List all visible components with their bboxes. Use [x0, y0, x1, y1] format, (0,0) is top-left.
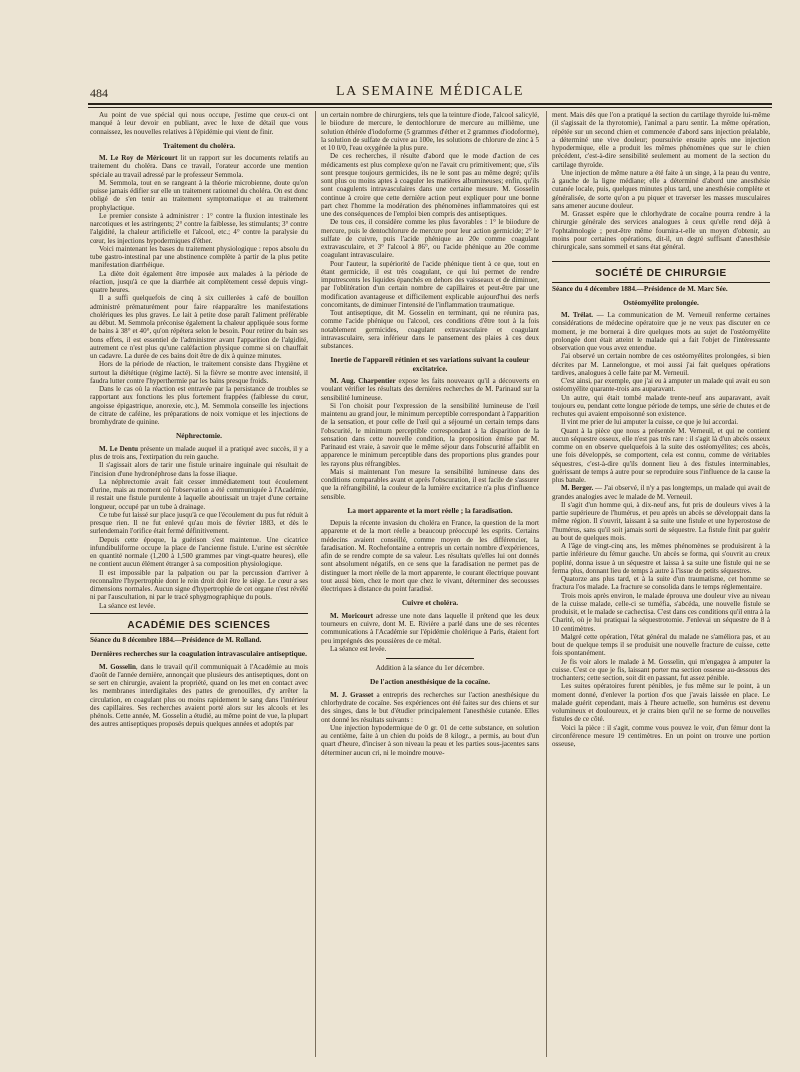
column-divider [315, 111, 316, 1057]
paragraph: Mais si maintenant l'on mesure la sensibilité lumineuse dans des conditions comparables avant et après l'obscuration, il est facile de s'assurer que la réfrangibilité, la couleur de la lumière excitatrice n'a plus d'influence sensible. [321, 467, 539, 501]
paragraph: Depuis la récente invasion du choléra en France, la question de la mort apparente et de la mort réelle a beaucoup préoccupé les esprits. Certains médecins avaient conseillé, comme moyen de les différencier, la faradisation. M. Rochefontaine a entrepris un certain nombre d'expériences, afin de se rendre compte de sa valeur. Les résultats qu'elles lui ont donnés sont absolument négatifs, en ce sens que la faradisation ne permet pas de distinguer la mort réelle de la mort apparente, le courant électrique pouvant tout aussi bien, chez le mort que chez le vivant, déterminer des secousses électriques à distance du point faradisé. [321, 519, 539, 594]
paragraph [321, 691, 539, 724]
article-heading: Cuivre et choléra. [401, 598, 459, 608]
column-middle [321, 111, 539, 1059]
paragraph [90, 154, 308, 179]
paragraph [321, 612, 539, 645]
paragraph: Il s'agit d'un homme qui, à dix-neuf ans, fut pris de douleurs vives à la partie supérieure de l'humérus, et peu après un abcès se développait dans la même région. Il s'ouvrit, laissant à sa suite une fistule et une hyperostose de l'humérus, sans qu'il soit jamais sorti de séquestre. La fistule finit par guérir au bout de quelques mois. [552, 500, 770, 542]
paragraph: Voici la pièce : il s'agit, comme vous pouvez le voir, d'un fémur dont la circonférence mesure 19 centimètres. En un point on trouve une portion osseuse, [552, 723, 770, 749]
paragraph: Les suites opératoires furent pénibles, je fus même sur le point, à un moment donné, d'enlever la portion d'os que j'avais laissée en place. Le malade guérit cependant, mais à l'heure actuelle, son humérus est devenu volumineux et douloureux, et je crains bien qu'il ne se forme de nouvelles fistules de ce côté. [552, 682, 770, 724]
section-rule [90, 613, 308, 614]
paragraph: Voici maintenant les bases du traitement physiologique : repos absolu du tube gastro-intestinal par une abstinence complète à partir de la plus petite manifestation diarrhéique. [90, 244, 308, 270]
section-rule [90, 633, 308, 634]
section-rule [552, 261, 770, 262]
speaker-name: M. J. Grasset [330, 690, 374, 699]
article-heading: Dernières recherches sur la coagulation intravasculaire antiseptique. [91, 649, 307, 659]
speaker-name: M. Trélat. [561, 311, 594, 320]
addition-line: Addition à la séance du 1er décembre. [375, 664, 485, 673]
paragraph: Si l'on choisit pour l'expression de la sensibilité lumineuse de l'œil maintenu au grand jour, le minimum perceptible correspondant à l'apparition de la sensation, et pour celle de l'œil qui a séjourné un certain temps dans l'obscurité, le minimum perceptible correspondant à la disparition de la sensation dans cette nouvelle condition, la proposition émise par M. Parinaud est vraie, à savoir que le même séjour dans l'obscurité affaiblit en apparence le minimum perceptible dans des proportions plus grandes pour les rayons plus réfrangibles. [321, 401, 539, 468]
paragraph: Il s'agissait alors de tarir une fistule urinaire inguinale qui résultait de l'incision d'une hydronéphrose dans la fosse iliaque. [90, 461, 308, 478]
paragraph-text: — La communication de M. Verneuil renferme certaines considérations de médecine opératoire que je ne veux pas discuter en ce moment, je me bornerai à dire quelques mots au sujet de l'ostéomyélite prolongée dont était atteint le malade qui a fait l'objet de l'intéressante observation que vous avez entendue. [552, 311, 770, 353]
section-rule [552, 282, 770, 283]
article-heading: Ostéomyélite prolongée. [623, 297, 699, 307]
paragraph: De ces recherches, il résulte d'abord que le mode d'action de ces médicaments est plus complexe qu'on ne l'avait cru primitivement; que, s'ils sont presque toujours germicides, ils ne le sont pas au même degré; qu'ils sont plus ou moins aptes à coaguler les matières albumineuses; enfin, qu'ils sont coagulents intravasculaires dans une certaine mesure. M. Gosselin continue à croire que cette dernière action peut expliquer pour une bonne part chez l'homme la modération des phénomènes inflammatoires qui est une des conséquences de l'emploi bien compris des antiseptiques. [321, 152, 539, 218]
paragraph: Malgré cette opération, l'état général du malade ne s'améliora pas, et au bout de quelque temps il se produisit une nouvelle fracture de cuisse, cette fois spontanément. [552, 632, 770, 658]
paragraph: Le premier consiste à administrer : 1° contre la fluxion intestinale les narcotiques et les astringents; 2° contre la faiblesse, les stimulants; 3° contre l'algidité, la chaleur artificielle et l'alcool, etc.; 4° contre la paralysie du cœur, les injections hypodermiques d'éther. [90, 211, 308, 245]
paragraph: La séance est levée. [99, 601, 156, 610]
paragraph [552, 484, 770, 501]
section-title: ACADÉMIE DES SCIENCES [127, 619, 271, 631]
paragraph: A l'âge de vingt-cinq ans, les mêmes phénomènes se produisirent à la partie inférieure du fémur gauche. Un abcès se forma, qui s'ouvrit au creux poplité, donna issue à un séquestre et laissa à sa suite une fistule qui ne se ferma plus, donnant lieu de temps à autre à l'issue de petits séquestres. [552, 542, 770, 575]
paragraph: La séance est levée. [330, 644, 387, 653]
session-line: Séance du 4 décembre 1884.—Présidence de M. Marc Sée. [552, 284, 728, 293]
paragraph: M. Semmola, tout en se rangeant à la théorie microbienne, doute qu'on puisse jamais édifier sur elle un traitement rationnel du choléra. On est donc obligé de s'en tenir au traitement symptomatique et au traitement prophylactique. [90, 178, 308, 212]
paragraph: M. Grasset espère que le chlorhydrate de cocaïne pourra rendre à la chirurgie générale des services analogues à ceux qu'elle rend déjà à l'ophtalmologie ; peut-être même fournira-t-elle un moyen d'obtenir, au moins pour certaines opérations, dit-il, un degré suffisant d'anesthésie chirurgicale, sans sommeil et sans état général. [552, 210, 770, 251]
speaker-name: M. Le Roy de Méricourt [99, 154, 178, 163]
paragraph: Trois mois après environ, le malade éprouva une douleur vive au niveau de la cuisse malade, celle-ci se tuméfia, s'abcéda, une nouvelle fistule se produisit, et le malade se cachectisa. C'est dans ces conditions qu'il entra à la Charité, où je lui pratiquai la séquestrotomie. J'enlevai un séquestre de 8 à 10 centimètres. [552, 591, 770, 633]
session-line: Séance du 8 décembre 1884.—Présidence de M. Rolland. [90, 636, 262, 645]
article-heading: Traitement du choléra. [162, 140, 236, 150]
paragraph [90, 663, 308, 729]
paragraph-text: adresse une note dans laquelle il prétend que les deux tourneurs en cuivre, dont M. E. Rivière a parlé dans une de ses récentes communications à l'Académie sur l'épidémie cholérique à Paris, étaient fort peu imprégnés des poussières de ce métal. [321, 611, 539, 645]
paragraph: un certain nombre de chirurgiens, tels que la teinture d'iode, l'alcool salicylé, le biiodure de mercure, le dentochlorure de mercure au millième, une solution éthérée d'iodoforme (5 grammes d'éther et 2 grammes d'iodoforme), la solution de sulfate de cuivre au 100e, les solutions de chlorure de zinc à 5 et 10 0/0, l'eau oxygénée la plus pure. [321, 111, 539, 152]
article-heading: Inertie de l'appareil rétinien et ses variations suivant la couleur excitatrice. [330, 355, 530, 373]
running-title: LA SEMAINE MÉDICALE [336, 84, 524, 99]
paragraph: Il a suffi quelquefois de cinq à six cuillerées à café de bouillon administré prématurément pour faire réapparaître les manifestations cholériques les plus graves. Le lait à petite dose paraît l'aliment préférable au début. M. Semmola préconise également la chaleur appliquée sous forme de bains à 38° et 40°, qu'on répétera selon le besoin. Pour retirer du bain ses bons effets, il est essentiel de l'administrer avant l'apparition de l'algidité, autrement ce n'est plus qu'une caléfaction physique comme si on chauffait un cadavre. La durée de ces bains doit être de dix à quinze minutes. [90, 294, 308, 361]
column-divider [546, 111, 547, 1057]
speaker-name: M. Le Dentu [99, 444, 139, 453]
header-rule-thin [88, 107, 772, 108]
speaker-name: M. Gosselin [99, 662, 136, 671]
paragraph: J'ai observé un certain nombre de ces ostéomyélites prolongées, si bien décrites par M. Lannelongue, et moi aussi j'ai fait quelques opérations tardives, analogues à celle faite par M. Verneuil. [552, 352, 770, 377]
article-heading: Néphrectomie. [175, 431, 223, 441]
paragraph: Une injection hypodermique de 0 gr. 01 de cette substance, en solution au centième, faite à un chien du poids de 8 kilogr., a permis, au bout d'un quart d'heure, d'inciser à son niveau la peau et les parties sous-jacentes sans déterminer aucun cri, ni le moindre mouve- [321, 723, 539, 757]
paragraph: Je fis voir alors le malade à M. Gosselin, qui m'engagea à amputer la cuisse. C'est ce que je fis, laissant porter ma section osseuse au-dessous des trochanters; cette section, soit dit en passant, fut assez pénible. [552, 657, 770, 683]
paragraph-text: a entrepris des recherches sur l'action anesthésique du chlorhydrate de cocaïne. Ses expériences ont été faites sur des chiens et sur des singes, dans le but d'étudier principalement l'anesthésie cutanée. Elles ont donné les résultats suivants : [321, 690, 539, 724]
paragraph-text: expose les faits nouveaux qu'il a découverts en voulant vérifier les résultats des dernières recherches de M. Parinaud sur la sensibilité lumineuse. [321, 377, 539, 402]
paragraph: ment. Mais dès que l'on a pratiqué la section du cartilage thyroïde lui-même (il s'agissait de la thyrotomie), l'animal a paru sentir. La même opération, répétée sur un second chien et commencée d'abord sans injection préalable, a déterminé une vive douleur; poursuivie ensuite après une injection hypodermique, elle a produit les mêmes phénomènes que sur le chien précédent, c'est-à-dire sensibilité seulement au moment de la section du cartilage thyroïde. [552, 111, 770, 169]
paragraph [90, 445, 308, 462]
article-heading: La mort apparente et la mort réelle ; la faradisation. [347, 505, 513, 515]
paragraph: Quatorze ans plus tard, et à la suite d'un traumatisme, cet homme se fractura l'os malade. La fracture se consolida dans le temps réglementaire. [552, 575, 770, 592]
paragraph: Ce tube fut laissé sur place jusqu'à ce que l'écoulement du pus fut réduit à presque rien. Il ne fut enlevé qu'au mois de février 1883, et dès le surlendemain l'orifice était fermé définitivement. [90, 510, 308, 536]
column-left [90, 111, 308, 1059]
paragraph: Il est impossible par la palpation ou par la percussion d'arriver à reconnaître l'hypertrophie dont le rein droit doit être le siège. Le cœur a ses dimensions normales. Aucun signe d'hypertrophie de cet organe n'est révélé ni par l'auscultation, ni par le tracé sphygmographique du pouls. [90, 568, 308, 602]
page-number: 484 [90, 86, 108, 100]
paragraph: Au point de vue spécial qui nous occupe, j'estime que ceux-ci ont manqué à leur devoir en publiant, avec le luxe de détail que vous connaissez, les nouvelles relatives à l'épidémie qui vient de finir. [90, 111, 308, 136]
speaker-name: M. Moricourt [330, 611, 373, 620]
paragraph: Tout antiseptique, dit M. Gosselin en terminant, qui ne réunira pas, comme l'acide phénique ou l'alcool, ces conditions d'être tout à la fois notablement germicides, coagulant extravasculaire et coagulant intravasculaire, sera inférieur dans le pansement des plaies à ces deux substances. [321, 309, 539, 350]
paragraph: Depuis cette époque, la guérison s'est maintenue. Une cicatrice infundibuliforme occupe la place de l'ancienne fistule. L'urine est sécrétée en quantité normale (1,200 à 1,500 grammes par vingt-quatre heures), elle ne contient aucun élément étranger à sa composition physiologique. [90, 535, 308, 569]
paragraph [552, 311, 770, 352]
paragraph: La néphrectomie avait fait cesser immédiatement tout écoulement d'urine, mais au moment où l'observation a été communiquée à l'Académie, il restait une fistule purulente à laquelle aboutissait un trajet d'une certaine longueur, occupé par un tube à drainage. [90, 477, 308, 511]
section-rule [386, 658, 473, 659]
paragraph: Il vint me prier de lui amputer la cuisse, ce que je lui accordai. [561, 418, 739, 427]
paragraph: De tous ces, il considère comme les plus favorables : 1° le biiodure de mercure, puis le dentochlorure de mercure pour leur action germicide; 2° le sulfate de cuivre, puis l'acide phénique au 20e comme coagulant extravasculaire, et 3° l'alcool à 86°, ou l'acide phénique au 20e comme coagulant intravasculaire. [321, 218, 539, 260]
header-rule [88, 103, 772, 105]
paragraph: Pour l'auteur, la supériorité de l'acide phénique tient à ce que, tout en étant germicide, il est très coagulant, ce qui lui permet de rendre imputrescents les liquides épanchés en dehors des vaisseaux et de diminuer, par l'oblitération d'un certain nombre de capillaires et peut-être par une modification avantageuse et difficilement explicable aujourd'hui des nerfs concomitants, de diminuer l'intensité de l'inflammation traumatique. [321, 259, 539, 309]
column-right [552, 111, 770, 1059]
speaker-name: M. Berger. [561, 484, 594, 493]
paragraph-text: — J'ai observé, il n'y a pas longtemps, un malade qui avait de grandes analogies avec le malade de M. Verneuil. [552, 484, 770, 501]
speaker-name: M. Aug. Charpentier [330, 377, 396, 386]
paragraph-text: , dans le travail qu'il communiquait à l'Académie au mois d'août de l'année dernière, annonçait que plusieurs des antiseptiques, dont on se sert en chirurgie, avaient la propriété, quand on les met en contact avec les membranes interdigitales des pattes de grenouilles, d'y arrêter la circulation, en coagulant plus ou moins rapidement le sang dans l'intérieur des capillaires. Ses recherches avaient porté alors sur les alcools et les phénols. Cette année, M. Gosselin a étudié, au même point de vue, la plupart des autres antiseptiques proposés depuis quelques années et adoptés par [90, 662, 308, 729]
paragraph-text: présente un malade auquel il a pratiqué avec succès, il y a plus de trois ans, l'extirpation du rein gauche. [90, 444, 308, 462]
paragraph: Quant à la pièce que nous a présentée M. Verneuil, et qui ne contient aucun séquestre osseux, elle n'est pas très rare : il s'agit là d'un abcès osseux comme on en observe quelquefois à la suite des ostéomyélites; ces abcès, une fois développés, se comportent, cela est connu, comme de véritables séquestres, c'est-à-dire qu'ils donnent lieu à des fistules interminables, guérissant de temps à autre pour se reproduire sous l'influence de la cause la plus banale. [552, 426, 770, 485]
paragraph [321, 377, 539, 402]
paragraph: Un autre, qui était tombé malade trente-neuf ans auparavant, avait toujours eu, pendant cette longue période de temps, une série de chutes et de rechutes qui avaient empoisonné son existence. [552, 393, 770, 419]
article-heading: De l'action anesthésique de la cocaïne. [370, 677, 490, 687]
paragraph: Hors de la période de réaction, le traitement consiste dans l'hygiène et surtout la diététique (régime lacté). Si la fièvre se montre avec intensité, il faudra lutter contre l'hyperthermie par les bains presque froids. [90, 360, 308, 385]
paragraph: La diète doit également être imposée aux malades à la période de réaction, jusqu'à ce que la diarrhée ait complètement cessé depuis vingt-quatre heures. [90, 269, 308, 295]
paragraph-text: lit un rapport sur les documents relatifs au traitement du choléra. Dans ce travail, l'orateur accorde une mention spéciale au travail adressé par le professeur Semmola. [90, 154, 308, 179]
section-title: SOCIÉTÉ DE CHIRURGIE [595, 268, 727, 280]
paragraph: C'est ainsi, par exemple, que j'ai eu à amputer un malade qui avait eu son ostéomyélite quarante-trois ans auparavant. [552, 377, 770, 394]
paragraph: Dans le cas où la réaction est entravée par la persistance de troubles se rapportant aux fonctions les plus fortement frappées (faiblesse du cœur, angoisse épigastrique, anorexie, etc.), M. Semmola conseille les injections de citrate de caféine, les préparations de noix vomique et les injections de bromhydrate de quinine. [90, 385, 308, 427]
paragraph: Une injection de même nature a été faite à un singe, à la peau du ventre, à gauche de la ligne médiane; elle a déterminé d'abord une anesthésie cutanée locale, puis, quelques minutes plus tard, une anesthésie complète et généralisée, de sorte qu'on a pu piquer et traverser les masses musculaires sans amener aucune douleur. [552, 168, 770, 210]
